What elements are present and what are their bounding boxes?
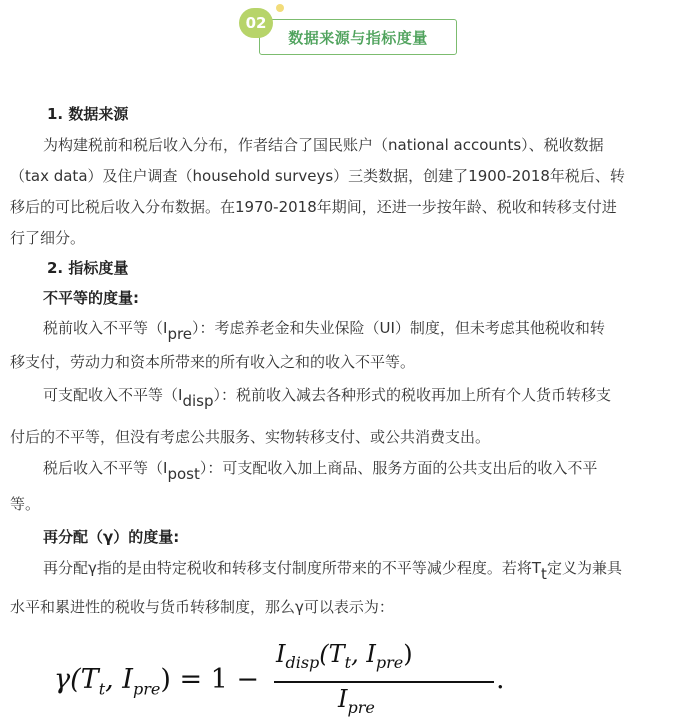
- formula-period: .: [496, 664, 505, 695]
- subscript: pre: [167, 325, 193, 343]
- pre-tax-inequality-line: [43, 318, 605, 343]
- math-text: ): [403, 640, 413, 668]
- math-subscript: t: [98, 679, 106, 699]
- text-span: 税后收入不平等（I: [43, 459, 168, 477]
- text-span: 可支配收入不平等（I: [43, 386, 183, 404]
- section-title: 数据来源与指标度量: [259, 19, 457, 55]
- math-subscript: pre: [347, 697, 375, 717]
- subheading-redistribution: 再分配（γ）的度量:: [43, 528, 180, 546]
- paragraph-line: （tax data）及住户调查（household surveys）三类数据，创建了1900-2018年税后、转: [10, 167, 625, 185]
- paragraph-line: 水平和累进性的税收与货币转移制度，那么γ可以表示为：: [10, 598, 394, 616]
- math-text: ) = 1 −: [160, 664, 260, 695]
- text-span: ）：可支配收入加上商品、服务方面的公共支出后的收入不平: [199, 459, 598, 477]
- text-span: ）：税前收入减去各种形式的税收再加上所有个人货币转移支: [213, 386, 611, 404]
- fraction-bar: [274, 681, 494, 683]
- paragraph-line: 移支付，劳动力和资本所带来的所有收入之和的收入不平等。: [10, 353, 416, 371]
- post-tax-inequality-line: [43, 458, 598, 483]
- paragraph-line: 等。: [10, 495, 41, 513]
- heading-metrics: 2. 指标度量: [47, 259, 129, 277]
- text-span: ）：考虑养老金和失业保险（UI）制度，但未考虑其他税收和转: [192, 319, 605, 337]
- math-text: I: [338, 685, 348, 713]
- section-number-badge: 02: [239, 8, 273, 38]
- math-text: I: [276, 640, 286, 668]
- section-header: [0, 0, 699, 62]
- formula-denominator: [338, 685, 375, 717]
- paragraph-line: 付后的不平等，但没有考虑公共服务、实物转移支付、或公共消费支出。: [10, 428, 491, 446]
- formula-lhs: [54, 664, 259, 698]
- redistribution-formula: [54, 640, 505, 722]
- text-span: 再分配γ指的是由特定税收和转移支付制度所带来的不平等减少程度。若将T: [43, 559, 542, 577]
- formula-numerator: [276, 640, 413, 672]
- math-subscript: disp: [285, 652, 320, 672]
- text-span: 定义为兼具: [546, 559, 622, 577]
- math-subscript: t: [344, 652, 352, 672]
- subscript: disp: [182, 392, 214, 410]
- subscript: post: [167, 465, 200, 483]
- paragraph-line: 行了细分。: [10, 229, 86, 247]
- text-span: 税前收入不平等（I: [43, 319, 168, 337]
- math-text: (T: [319, 640, 345, 668]
- paragraph-line: 为构建税前和税后收入分布，作者结合了国民账户（national accounts）、税收数据: [43, 136, 604, 154]
- math-text: γ(T: [54, 664, 99, 695]
- decorative-dot-icon: [276, 4, 284, 12]
- math-subscript: pre: [132, 679, 161, 699]
- math-text: , I: [105, 664, 133, 695]
- disposable-inequality-line: [43, 385, 611, 410]
- subheading-inequality: 不平等的度量:: [43, 289, 139, 307]
- math-text: , I: [351, 640, 376, 668]
- paragraph-line: 移后的可比税后收入分布数据。在1970-2018年期间，还进一步按年龄、税收和转移支付进: [10, 198, 617, 216]
- heading-data-source: 1. 数据来源: [47, 105, 129, 123]
- subscript: t: [541, 565, 547, 583]
- math-subscript: pre: [375, 652, 404, 672]
- redistribution-line: [43, 558, 622, 583]
